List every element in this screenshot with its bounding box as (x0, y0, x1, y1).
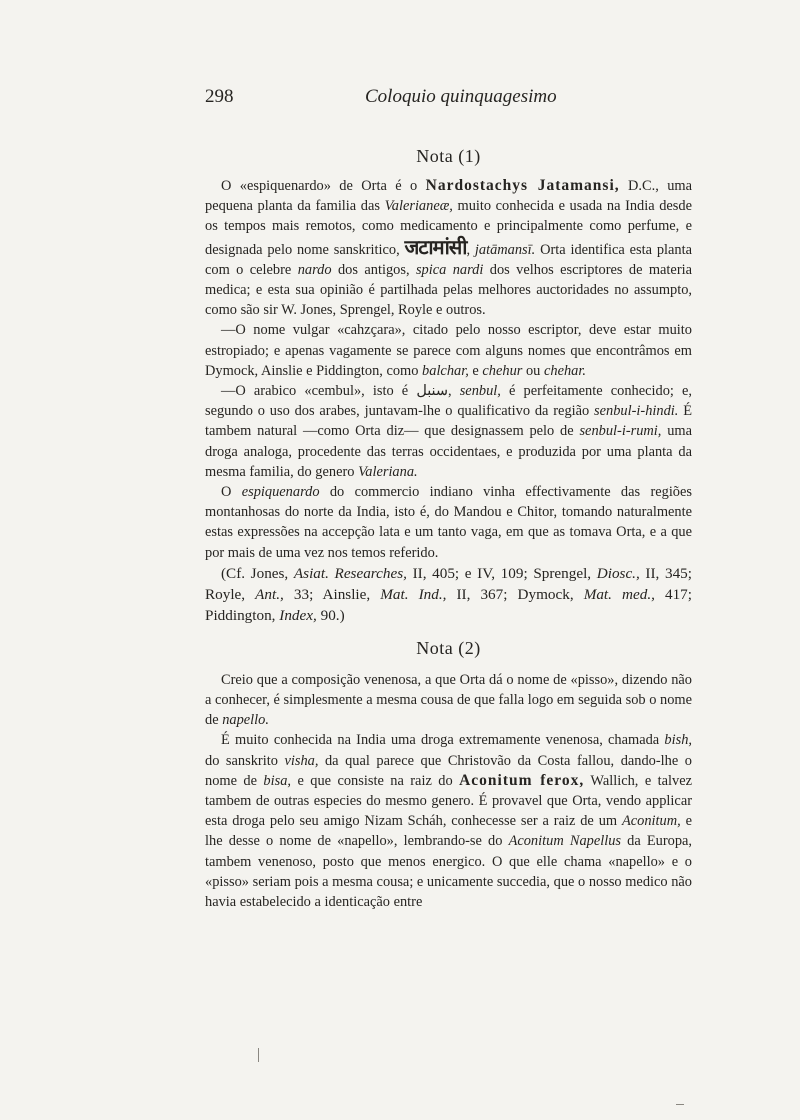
text-run: e lhe desse o nome de «napello», lembrando-se do (205, 813, 692, 850)
italic-run: Aconitum Napellus (508, 833, 622, 850)
species-name: Nardostachys Jatamansi, (425, 177, 620, 194)
nota-2-paragraph-1 (205, 670, 692, 731)
devanagari-word: जटामांसी (404, 234, 467, 259)
text-run: II, 345; Royle, (205, 564, 692, 603)
nota-1-paragraph-1 (205, 176, 692, 320)
italic-run: chehar. (543, 362, 586, 379)
italic-run: Diosc., (596, 564, 640, 582)
scan-mark (676, 1104, 684, 1105)
italic-run: senbul-i-hindi. (594, 403, 679, 420)
text-run: —O arabico «cembul», isto é (221, 383, 417, 400)
italic-run: bisa, (263, 772, 292, 789)
text-run: 417; Piddington, (205, 585, 692, 624)
nota-1-paragraph-4 (205, 482, 692, 563)
text-run: da Europa, tambem venenoso, posto que menos energico. O que elle chama «napello» e o «pisso» seriam pois a mesma cousa; e unicamente succedia, que o nosso medico não havia estabelecido a identicação entre (205, 833, 693, 911)
italic-run: nardo (297, 261, 332, 278)
arabic-word: سنبل (416, 383, 448, 400)
nota-1-heading: Nota (1) (416, 146, 481, 166)
text-run: e que consiste na raiz do (291, 772, 460, 789)
page-number: 298 (205, 86, 234, 107)
text-run: dos velhos escriptores de materia medica; e esta sua opinião é partilhada pelas melhores auctoridades no assumpto, como são sir W. Jones, Sprengel, Royle e outros. (205, 261, 692, 319)
text-run: O (221, 484, 242, 501)
text-run: (Cf. Jones, (221, 564, 294, 582)
text-run: O «espiquenardo» de Orta é o (221, 178, 426, 194)
nota-1-paragraph-2 (205, 320, 692, 381)
text-run: uma droga analoga, procedente das terras occidentaes, e produzida por uma planta da mesma familia, do genero (205, 423, 693, 480)
text-run: Orta identifica esta planta com o celebre (205, 241, 692, 278)
scan-mark (258, 1048, 259, 1062)
text-run: É muito conhecida na India uma droga extremamente venenosa, chamada (221, 732, 665, 749)
italic-run: Valeriana. (358, 463, 418, 480)
italic-run: visha, (284, 752, 319, 769)
italic-run: senbul-i-rumi, (579, 423, 662, 440)
text-run: II, 405; e IV, 109; Sprengel, (406, 564, 597, 582)
italic-run: espiquenardo (241, 484, 320, 501)
italic-run: senbul, (459, 383, 501, 400)
italic-run: Valerianeæ, (384, 198, 453, 215)
italic-run: balchar, (422, 362, 469, 379)
text-run: e (468, 362, 483, 379)
body-text (205, 142, 692, 912)
italic-run: Asiat. Researches, (293, 564, 407, 582)
nota-1-paragraph-3 (205, 381, 692, 482)
italic-run: Aconitum, (621, 813, 681, 830)
text-run: 90.) (316, 606, 345, 624)
nota-2-heading: Nota (2) (416, 637, 481, 658)
italic-run: spica nardi (415, 261, 484, 278)
text-run: dos antigos, (331, 261, 416, 278)
italic-run: jatāmansī. (474, 241, 536, 258)
text-run: ou (522, 362, 544, 379)
italic-run: Ant., (255, 585, 284, 603)
text-run: da qual parece que Christovão da Costa fallou, dando-lhe o nome de (205, 752, 692, 789)
italic-run: bish, (664, 732, 692, 749)
text-run: , (466, 241, 475, 258)
italic-run: Mat. med., (583, 585, 655, 603)
italic-run: Mat. Ind., (380, 585, 447, 603)
text-run: II, 367; Dymock, (446, 585, 584, 603)
species-name: Aconitum ferox, (459, 771, 585, 789)
text-run: —O nome vulgar «cahzçara», citado pelo nosso escriptor, deve estar muito estropiado; e apenas vagamente se parece com alguns nomes que encontrâmos em Dymock, Ainslie e Piddington, como (205, 322, 692, 379)
text-run: D.C., uma pequena planta da familia das (205, 178, 692, 215)
text-run: do commercio indiano vinha effectivamente das regiões montanhosas do norte da India, isto é, do Mandou e Chitor, tomando naturalmente estas expressões na accepção lata e um tanto vaga, em que as tomava Orta, e a que por mais de uma vez nos temos referido. (205, 484, 692, 561)
text-run: É tambem natural —como Orta diz— que designassem pelo de (205, 403, 692, 440)
italic-run: Index, (279, 606, 317, 624)
nota-2-paragraph-2 (205, 730, 692, 912)
text-run: Creio que a composição venenosa, a que Orta dá o nome de «pisso», dizendo não a conhecer, é simplesmente a mesma cousa de que falla logo em seguida sob o nome de (205, 671, 692, 729)
running-title: Coloquio quinquagesimo (365, 86, 557, 107)
nota-1-citations (205, 563, 692, 626)
italic-run: napello. (222, 712, 269, 729)
text-run: 33; Ainslie, (283, 585, 381, 603)
text-run: , (447, 383, 460, 400)
text-run: muito conhecida e usada na India desde os tempos mais remotos, como medicamento e principalmente como perfume, e designada pelo nome sanskritico, (205, 198, 692, 258)
running-header (205, 86, 692, 114)
italic-run: chehur (482, 362, 523, 379)
text-run: do sanskrito (205, 752, 285, 769)
text-run: é perfeitamente conhecido; e, segundo o uso dos arabes, juntavam-lhe o qualificativo da região (205, 383, 693, 420)
text-run: Wallich, e talvez tambem de outras especies do mesmo genero. É provavel que Orta, vendo applicar esta droga pelo seu amigo Nizam Scháh, conhecesse ser a raiz de um (205, 772, 693, 830)
